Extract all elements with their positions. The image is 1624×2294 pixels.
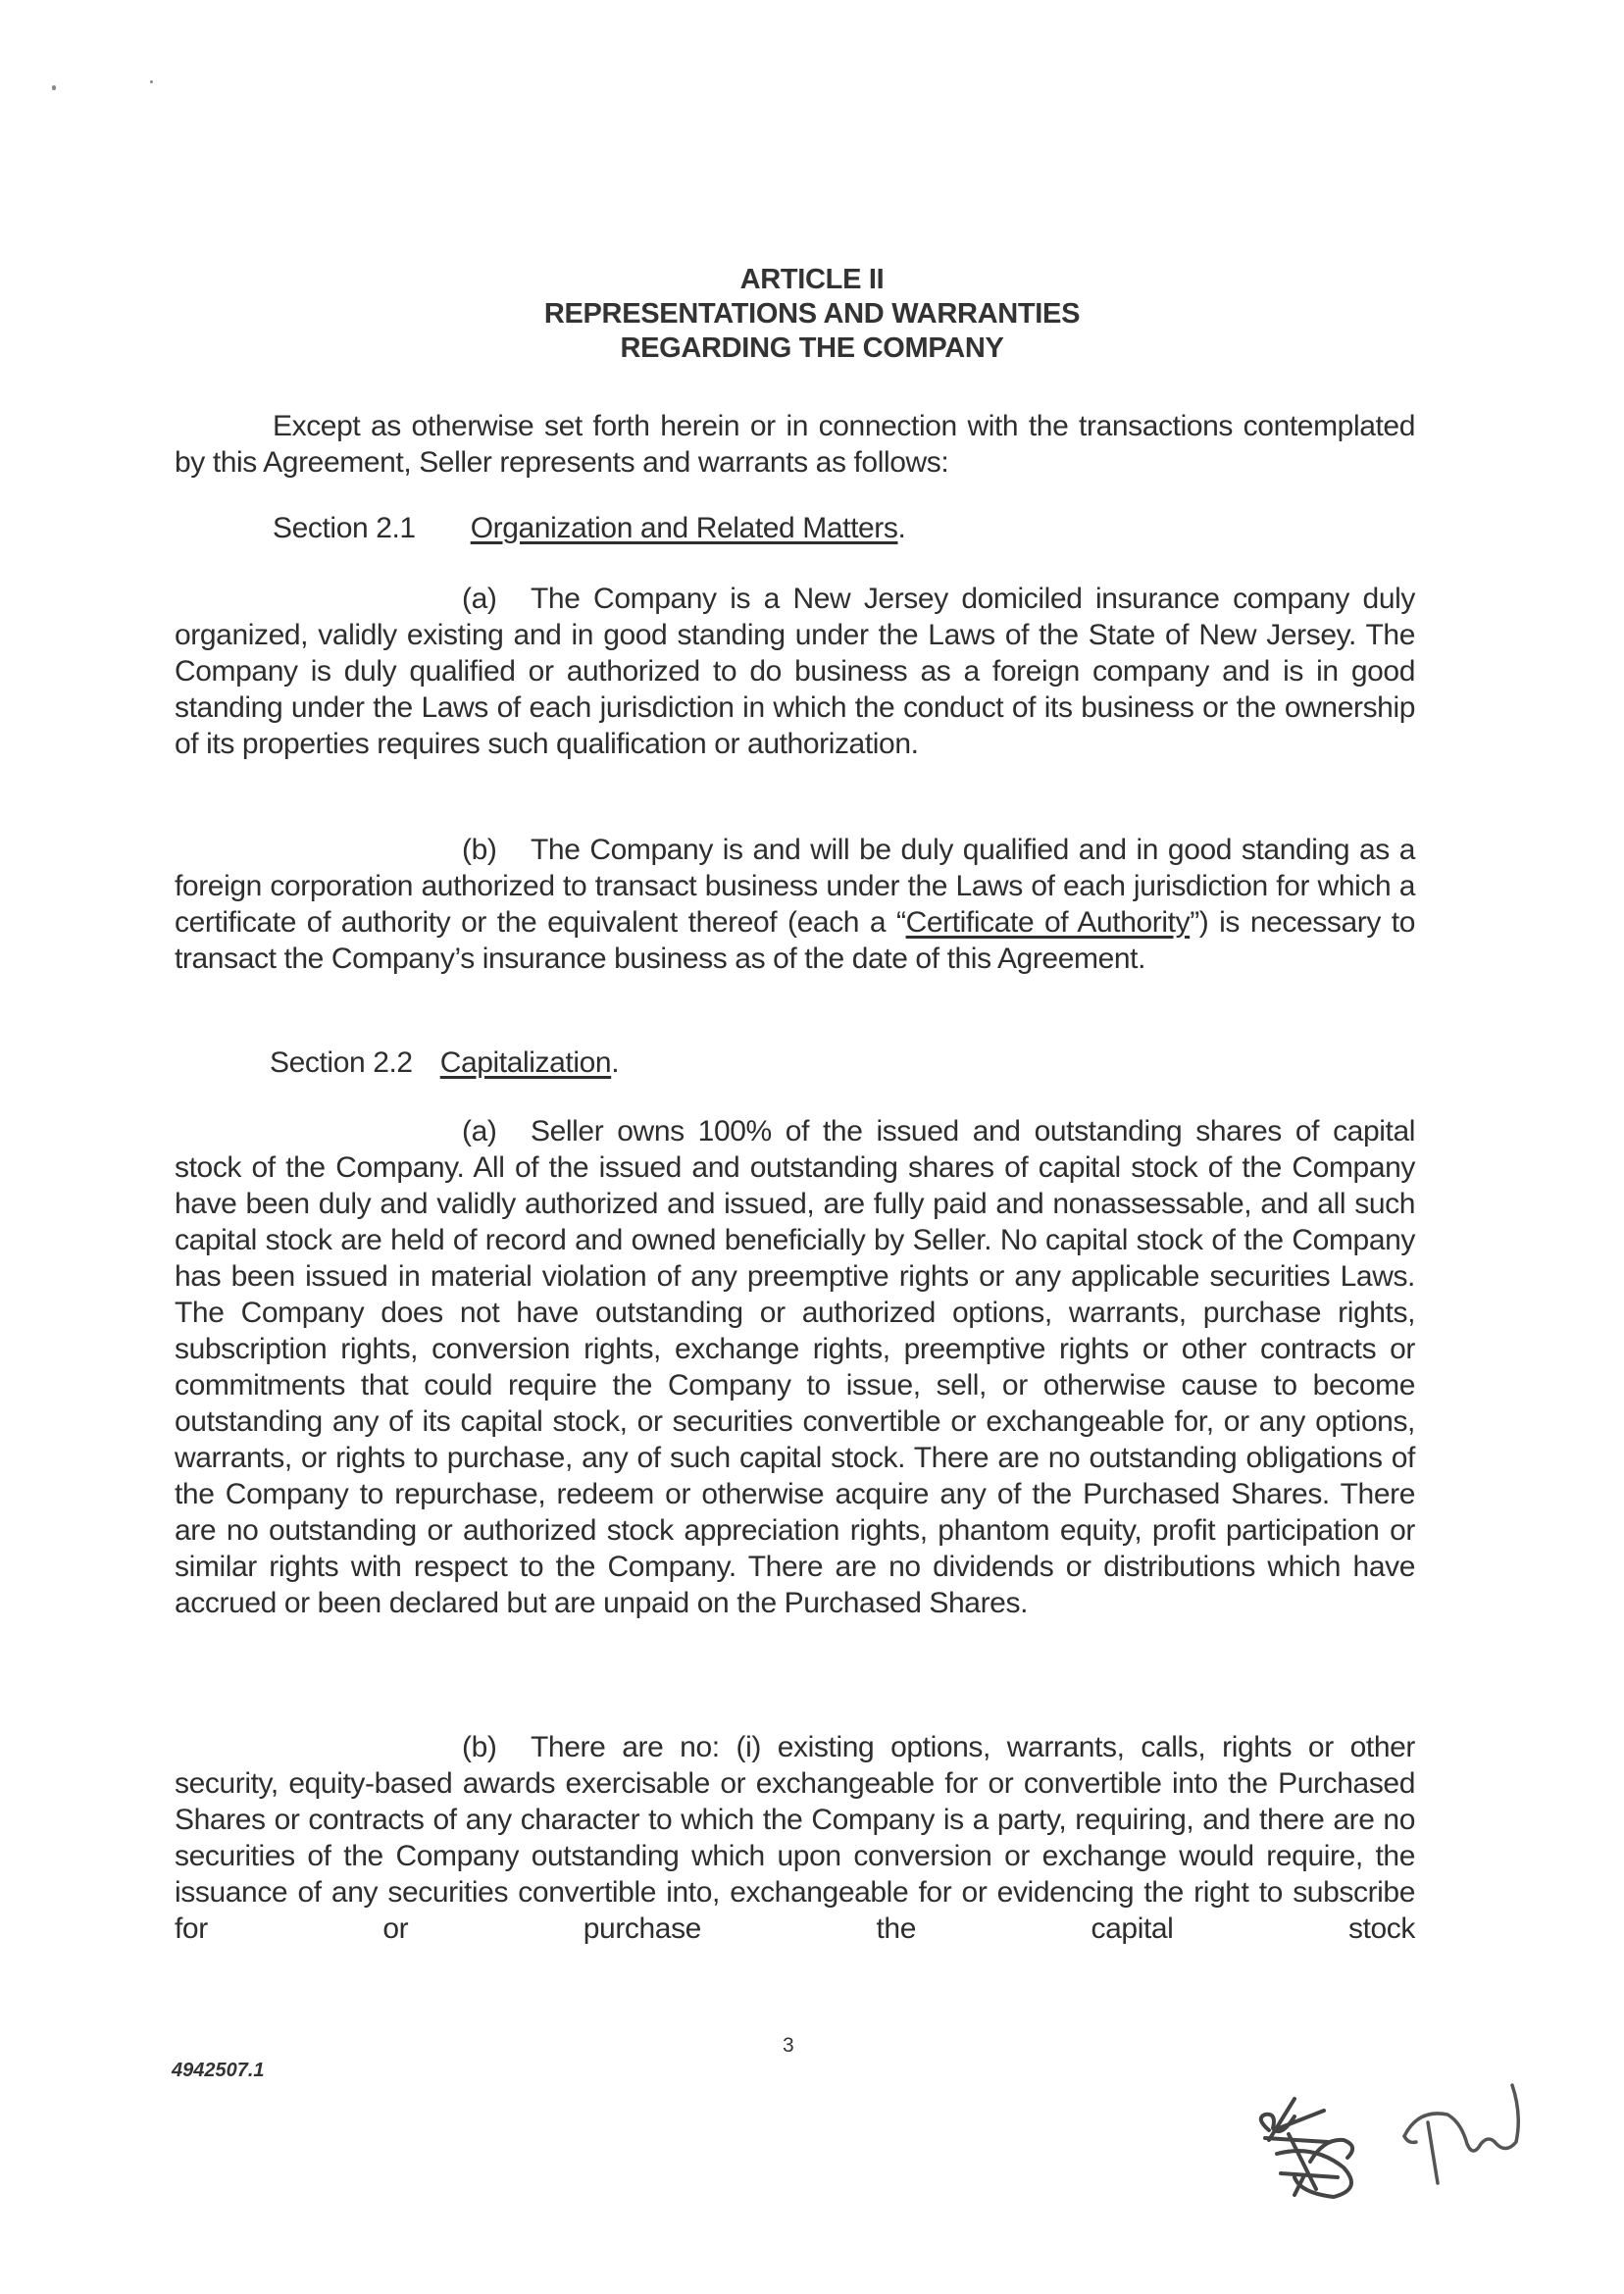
clause-text: The Company is and will be duly qualified and in good standing as a foreign corporation authorized to transact business under the Laws of each jurisdiction for which a certificate of authority or the equivalent thereof (each a “ [175,834,1415,939]
clause-label: (b) [462,834,497,866]
section-title: Organization and Related Matters [470,512,898,544]
section-2-2-b [175,1729,1415,1947]
clause-text: ”) is necessary to transact the Company’s insurance business as of the date of this Agreement. [175,906,1415,975]
clause-label: (b) [462,1731,497,1763]
section-title: Capitalization [439,1046,612,1079]
section-2-1-heading [273,510,905,546]
article-title: REPRESENTATIONS AND WARRANTIES [543,298,1081,330]
section-2-2-a [175,1113,1415,1621]
clause-text: There are no: (i) existing options, warrants, calls, rights or other security, equity-based awards exercisable or exchangeable for or convertible into the Purchased Shares or contracts of any character to which the Company is a party, requiring, and there are no securities of the Company outstanding which upon conversion or exchange would require, the issuance of any securities convertible into, exchangeable for or evidencing the right to subscribe for or purchase the capital stock [175,1731,1415,1945]
scan-speck [52,85,56,90]
section-2-1-b [175,832,1415,977]
document-id: 4942507.1 [172,2060,265,2081]
section-number: Section 2.2 [270,1046,413,1079]
page-number: 3 [783,2034,794,2057]
signature-initials [1255,2079,1530,2226]
section-2-2-heading [270,1045,619,1081]
defined-term: Certificate of Authority [905,906,1191,939]
scan-speck [150,80,153,83]
clause-label: (a) [462,583,497,615]
clause-paragraph [175,1729,1415,1947]
clause-text: Seller owns 100% of the issued and outstanding shares of capital stock of the Company. All of the issued and outstanding shares of capital stock of the Company have been duly and validly authorized and issued, are fully paid and nonassessable, and all such capital stock are held of record and owned beneficially by Seller. No capital stock of the Company has been issued in material violation of any preemptive rights or any applicable securities Laws. The Company does not have outstanding or authorized options, warrants, purchase rights, subscription rights, conversion rights, exchange rights, preemptive rights or other contracts or commitments that could require the Company to issue, sell, or otherwise cause to become outstanding any of its capital stock, or securities convertible or exchangeable for, or any options, warrants, or rights to purchase, any of such capital stock. There are no outstanding obligations of the Company to repurchase, redeem or otherwise acquire any of the Purchased Shares. There are no outstanding or authorized stock appreciation rights, phantom equity, profit participation or similar rights with respect to the Company. There are no dividends or distributions which have accrued or been declared but are unpaid on the Purchased Shares. [175,1115,1415,1619]
article-heading [0,263,1624,366]
clause-paragraph [175,1113,1415,1621]
article-number: ARTICLE II [739,264,885,295]
clause-text: The Company is a New Jersey domiciled insurance company duly organized, validly existing and in good standing under the Laws of the State of New Jersey. The Company is duly qualified or authorized to do business as a foreign company and is in good standing under the Laws of each jurisdiction in which the conduct of its business or the ownership of its properties requires such qualification or authorization. [175,583,1415,760]
initials-2-icon [1404,2085,1518,2183]
clause-paragraph [175,581,1415,762]
clause-label: (a) [462,1115,497,1147]
article-subtitle: REGARDING THE COMPANY [620,332,1004,364]
section-number: Section 2.1 [273,512,416,544]
section-title-period: . [611,1046,620,1079]
section-title-period: . [897,512,906,544]
intro-paragraph: Except as otherwise set forth herein or in connection with the transactions contemplated by this Agreement, Seller represents and warrants as follows: [175,410,1415,479]
clause-paragraph [175,832,1415,977]
intro-paragraph-block [175,408,1415,481]
initials-1-icon [1261,2099,1352,2197]
section-2-1-a [175,581,1415,762]
